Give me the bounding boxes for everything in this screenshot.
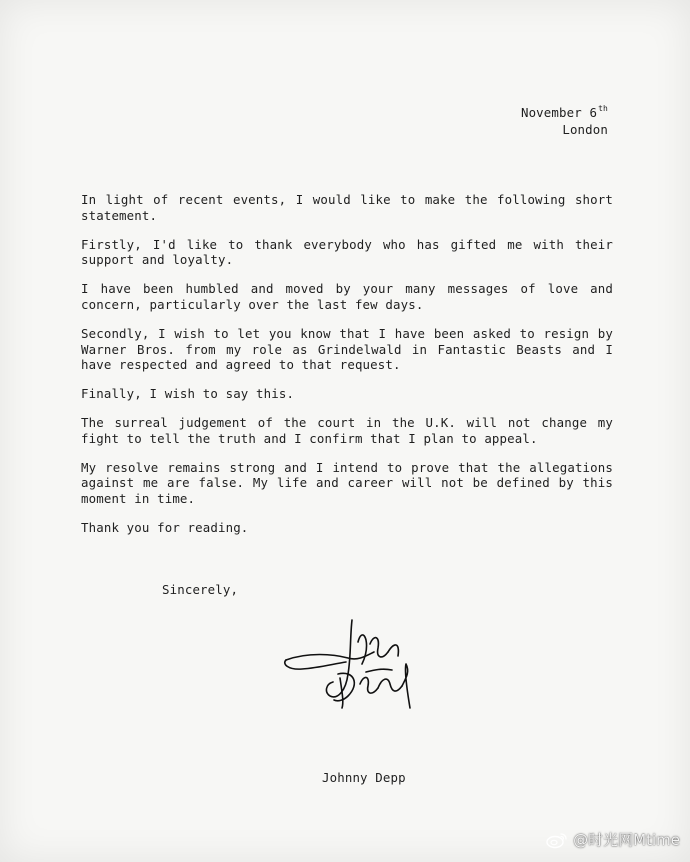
watermark-text: @时光网Mtime <box>573 831 680 849</box>
letter-date: November 6th <box>520 104 608 120</box>
watermark <box>546 829 680 850</box>
closing: Sincerely, <box>162 582 239 597</box>
weibo-logo-icon <box>546 831 568 849</box>
paragraph-1: In light of recent events, I would like to make the following short statement. <box>81 192 613 223</box>
paragraph-5: Finally, I wish to say this. <box>81 386 295 402</box>
letter-body <box>81 192 613 549</box>
paragraph-4: Secondly, I wish to let you know that I have been asked to resign by Warner Bros. from my role as Grindelwald in Fantastic Beasts and I have respected and agreed to that request. <box>81 325 613 373</box>
letter-location: London <box>562 122 608 137</box>
date-suffix: th <box>598 104 608 113</box>
handwritten-signature <box>278 612 428 712</box>
paragraph-6: The surreal judgement of the court in the U.K. will not change my fight to tell the truth and I confirm that I plan to appeal. <box>81 414 613 446</box>
paragraph-7: My resolve remains strong and I intend to prove that the allegations against me are false. My life and career will not be defined by this moment in time. <box>81 459 613 507</box>
paragraph-8: Thank you for reading. <box>81 519 249 535</box>
date-block <box>521 100 608 138</box>
paragraph-2: Firstly, I'd like to thank everybody who has gifted me with their support and loyalty. <box>81 236 613 268</box>
paragraph-3: I have been humbled and moved by your many messages of love and concern, particularly over the last few days. <box>81 281 613 312</box>
signer-name: Johnny Depp <box>322 770 406 785</box>
